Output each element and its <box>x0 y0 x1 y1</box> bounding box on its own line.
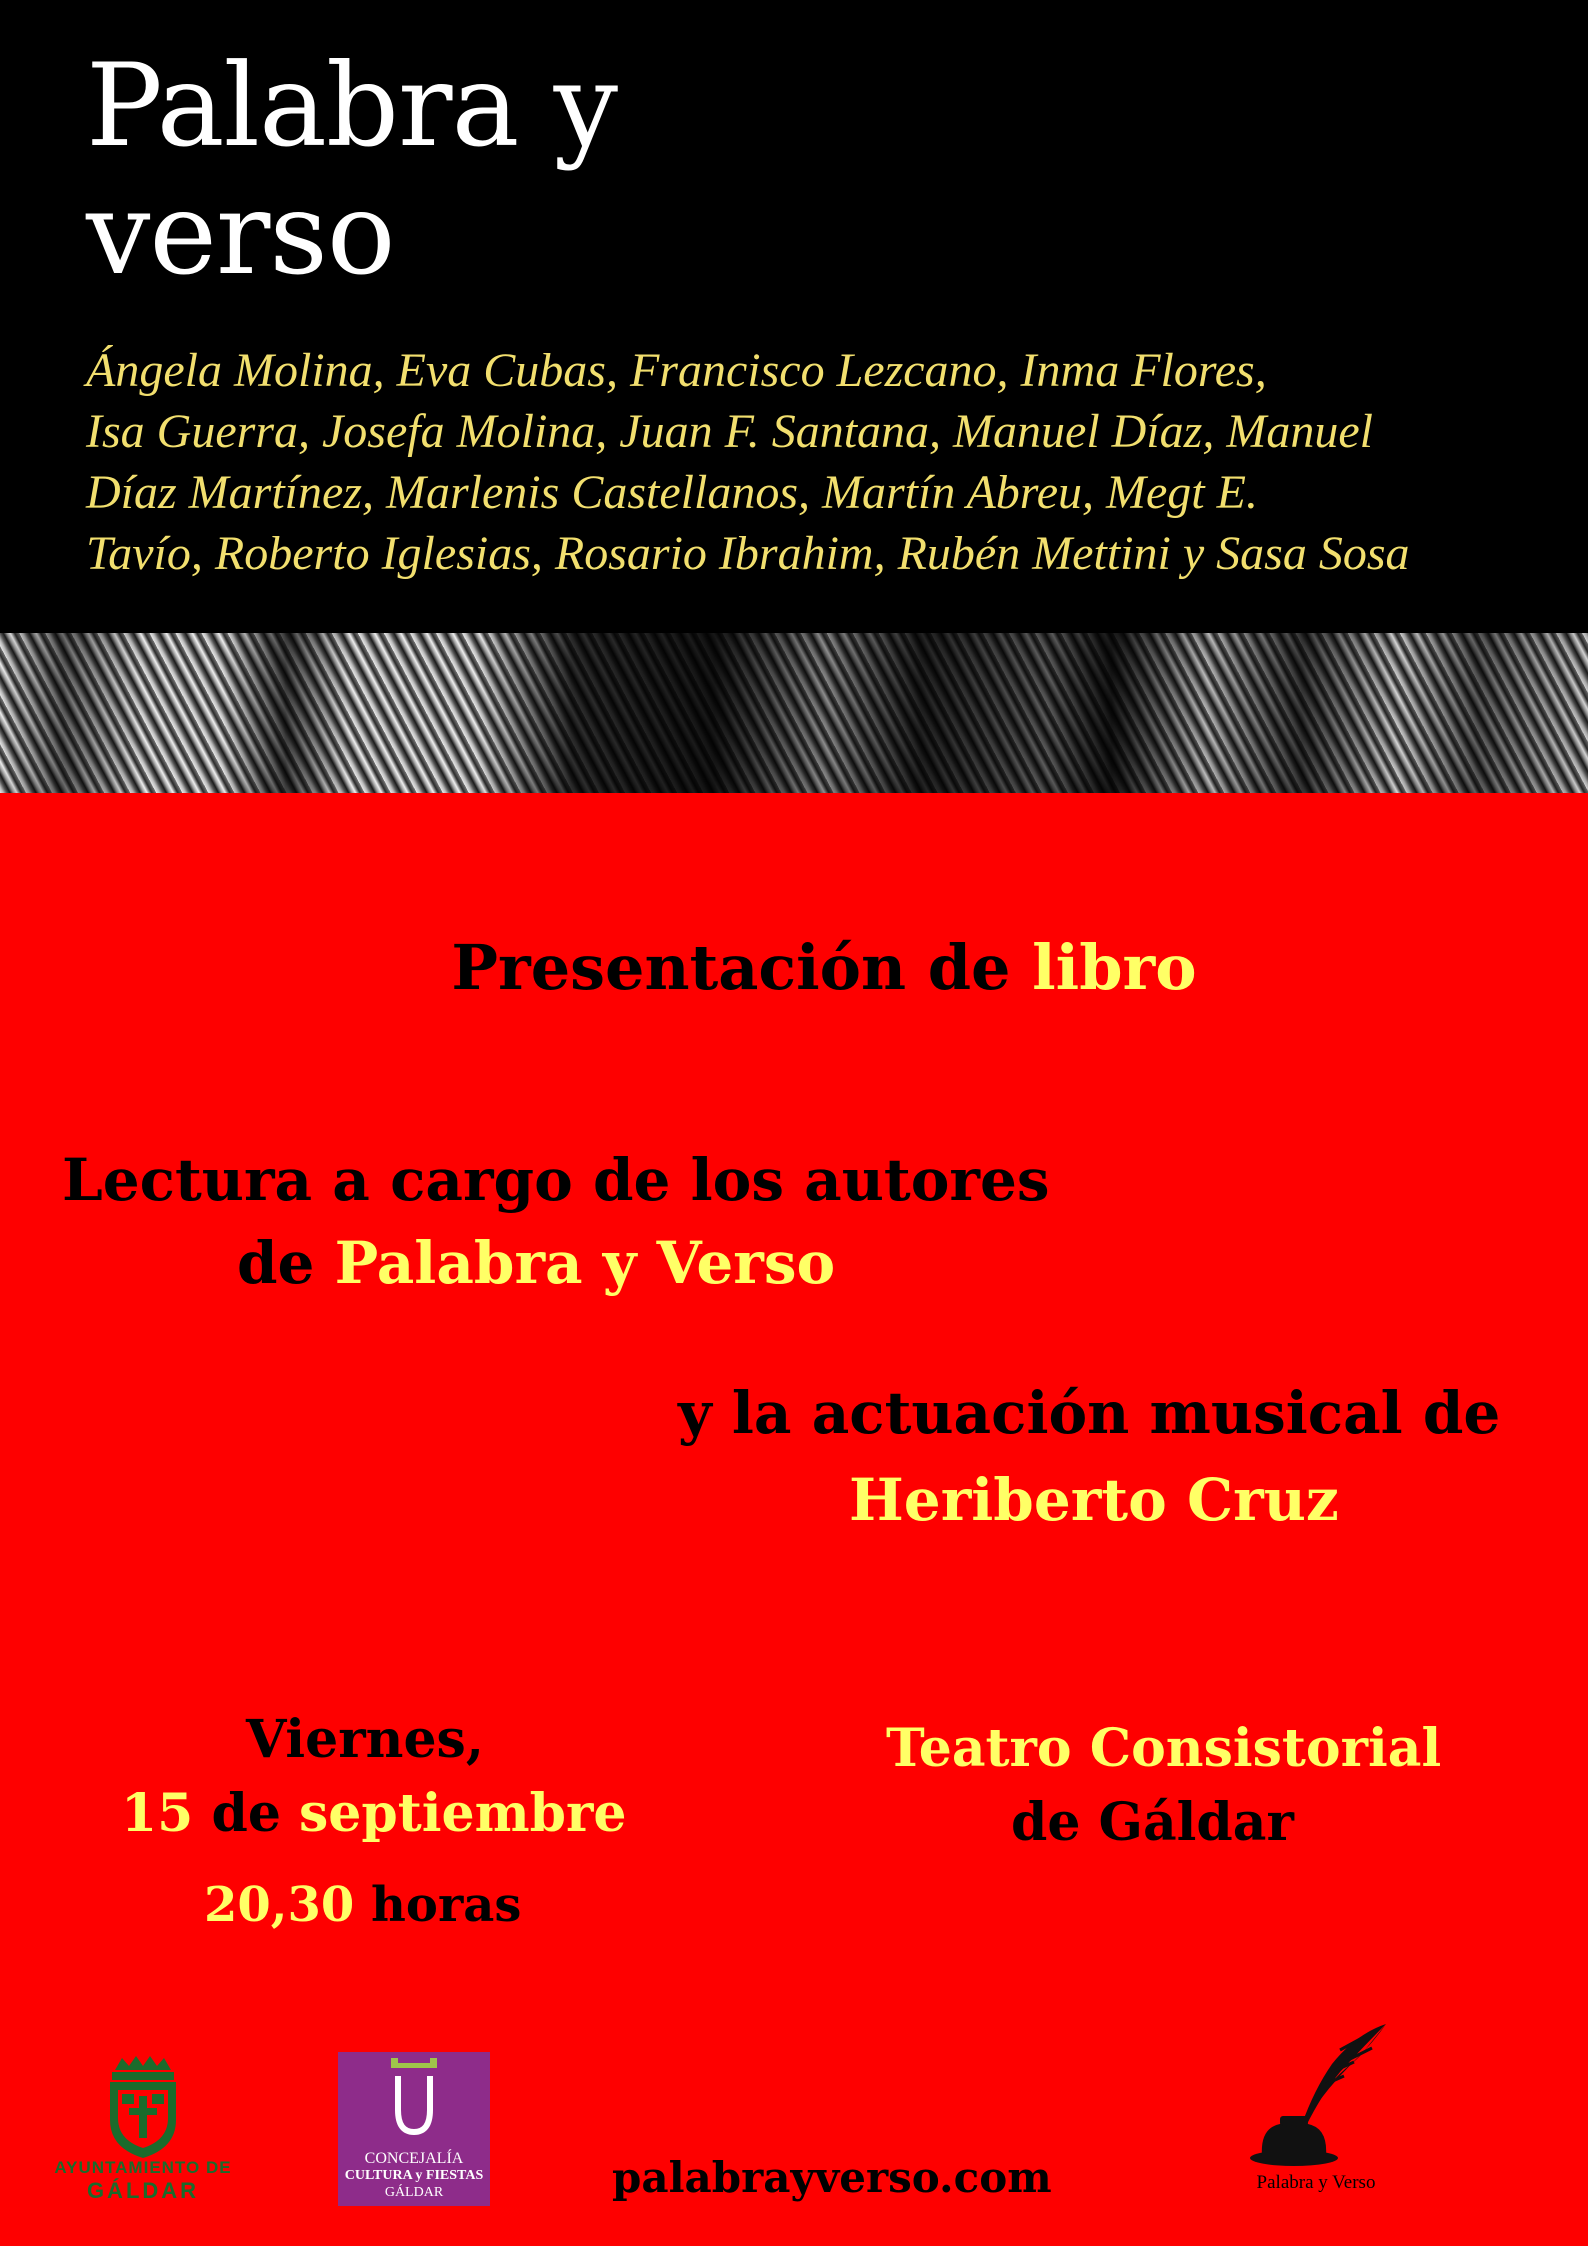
authors-line: Ángela Molina, Eva Cubas, Francisco Lezcano, Inma Flores, <box>86 344 1267 397</box>
castle-cup-icon <box>338 2052 490 2142</box>
heading-text: Presentación de <box>451 931 1033 1004</box>
venue-line-1: Teatro Consistorial <box>886 1718 1442 1779</box>
venue-line-2: de Gáldar <box>1011 1792 1294 1853</box>
date-month: septiembre <box>299 1783 627 1844</box>
authors-line: Díaz Martínez, Marlenis Castellanos, Martín Abreu, Megt E. <box>86 466 1258 519</box>
authors-line: Isa Guerra, Josefa Molina, Juan F. Santana, Manuel Díaz, Manuel <box>86 405 1373 458</box>
title-line-2: verso <box>86 167 395 300</box>
book-name: Palabra y Verso <box>334 1229 836 1297</box>
reading-prefix: de <box>237 1229 335 1297</box>
ayuntamiento-galdar-logo <box>38 2052 248 2212</box>
palabra-logo-label: Palabra y Verso <box>1256 2172 1376 2193</box>
poster-title <box>86 39 618 300</box>
event-heading <box>0 932 1588 1004</box>
quill-inkwell-icon <box>1236 2020 1396 2170</box>
concejalia-label-3: GÁLDAR <box>384 2185 444 2200</box>
concejalia-cultura-logo <box>338 2052 490 2206</box>
time-value: 20,30 <box>204 1877 355 1933</box>
ayuntamiento-label-2: GÁLDAR <box>86 2178 200 2203</box>
time-unit: horas <box>354 1877 522 1933</box>
concejalia-label-1: CONCEJALÍA <box>364 2150 464 2167</box>
authors-list <box>86 340 1556 584</box>
palabra-y-verso-logo <box>1236 2020 1396 2200</box>
concejalia-label-2: CULTURA y FIESTAS <box>344 2168 484 2183</box>
header-band <box>0 0 1588 633</box>
event-day: Viernes, <box>246 1709 484 1770</box>
tree-bark-photo <box>0 633 1588 793</box>
event-time <box>204 1875 521 1935</box>
heading-highlight: libro <box>1032 931 1197 1004</box>
authors-line: Tavío, Roberto Iglesias, Rosario Ibrahim, Rubén Mettini y Sasa Sosa <box>86 527 1410 580</box>
music-line-1: y la actuación musical de <box>678 1379 1501 1447</box>
reading-line-1: Lectura a cargo de los autores <box>62 1146 1050 1214</box>
coat-of-arms-icon <box>38 2052 248 2162</box>
date-day: 15 <box>121 1783 194 1844</box>
website-url[interactable]: palabrayverso.com <box>612 2153 1052 2202</box>
date-sep: de <box>193 1783 300 1844</box>
event-date <box>121 1782 626 1846</box>
title-line-1: Palabra y <box>86 39 618 172</box>
musician-name: Heriberto Cruz <box>849 1466 1339 1534</box>
reading-line-2 <box>237 1228 835 1298</box>
ayuntamiento-label-1: AYUNTAMIENTO DE <box>54 2158 232 2177</box>
